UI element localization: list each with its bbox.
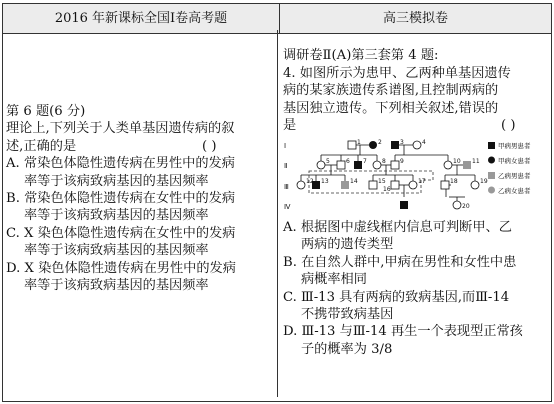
individual-male-affected bbox=[400, 201, 408, 209]
individual-female bbox=[409, 181, 417, 189]
individual-number: 12 bbox=[306, 178, 314, 185]
answer-paren: ( ) bbox=[501, 118, 516, 134]
individual-female bbox=[373, 161, 381, 169]
individual-male bbox=[391, 161, 399, 169]
gen-label: Ⅳ bbox=[284, 203, 291, 211]
legend-label: 甲病女患者 bbox=[498, 157, 531, 165]
option-a-line2: 两病的遗传类型 bbox=[301, 237, 394, 253]
gen-label: Ⅲ bbox=[284, 183, 289, 191]
option-b-line2: 率等于该病致病基因的基因频率 bbox=[24, 208, 209, 224]
left-question bbox=[6, 103, 270, 294]
individual-number: 17 bbox=[418, 178, 426, 185]
pedigree-legend bbox=[488, 141, 531, 195]
header-right: 高三模拟卷 bbox=[280, 4, 551, 34]
question-stem-line1: 理论上,下列关于人类单基因遗传病的叙 bbox=[6, 121, 235, 137]
option-c-line1: C. Ⅲ-13 具有两病的致病基因,而Ⅲ-14 bbox=[283, 289, 510, 305]
legend-male-jia-icon bbox=[488, 142, 495, 149]
individual-male-affected bbox=[354, 161, 362, 169]
option-a-line1: A. 根据图中虚线框内信息可判断甲、乙 bbox=[283, 220, 512, 235]
question-source: 调研卷Ⅱ(A)第三套第 4 题: bbox=[283, 48, 439, 63]
option-b-line2: 病概率相同 bbox=[301, 272, 367, 288]
individual-female bbox=[413, 141, 421, 149]
individual-male bbox=[337, 161, 345, 169]
individual-male bbox=[348, 141, 356, 149]
individual-number: 13 bbox=[321, 178, 329, 185]
individual-number: 15 bbox=[378, 178, 386, 185]
legend-female-jia-icon bbox=[488, 157, 495, 164]
individual-number: 16 bbox=[383, 186, 391, 193]
pedigree-chart bbox=[283, 137, 549, 219]
individual-number: 18 bbox=[450, 178, 458, 185]
individual-female bbox=[297, 181, 305, 189]
option-a-line2: 率等于该病致病基因的基因频率 bbox=[24, 173, 209, 189]
question-stem-line2 bbox=[6, 138, 270, 155]
stem-line2: 病的某家族遗传系谱图,且控制两病的 bbox=[283, 83, 499, 99]
individual-female bbox=[317, 161, 325, 169]
individual-number: 1 bbox=[357, 139, 361, 146]
right-options bbox=[283, 219, 549, 358]
individual-female bbox=[444, 161, 452, 169]
option-c-line1: C. X 染色体隐性遗传病在女性中的发病 bbox=[6, 225, 236, 241]
individual-number: 14 bbox=[350, 178, 358, 185]
option-a-line1: A. 常染色体隐性遗传病在男性中的发病 bbox=[6, 156, 235, 172]
individual-male-yi bbox=[341, 181, 349, 189]
gen-label: Ⅱ bbox=[284, 162, 288, 170]
stem-line1: 4. 如图所示为患甲、乙两种单基因遗传 bbox=[283, 65, 511, 81]
header-left: 2016 年新课标全国Ⅰ卷高考题 bbox=[3, 4, 280, 34]
individual-female bbox=[453, 201, 461, 209]
individual-number: 19 bbox=[480, 178, 488, 185]
individual-number: 8 bbox=[382, 158, 386, 165]
individual-number: 4 bbox=[422, 139, 426, 146]
individual-number: 3 bbox=[400, 139, 404, 146]
individual-female bbox=[471, 181, 479, 189]
individual-number: 10 bbox=[453, 158, 461, 165]
column-divider bbox=[277, 30, 278, 397]
individual-number: 20 bbox=[462, 203, 470, 210]
option-d-line2: 率等于该病致病基因的基因频率 bbox=[24, 278, 209, 294]
individual-male-yi bbox=[463, 161, 471, 169]
individual-male-affected bbox=[391, 141, 399, 149]
individual-female-affected bbox=[369, 141, 377, 149]
individual-number: 11 bbox=[472, 158, 480, 165]
option-b-line1: B. 在自然人群中,甲病在男性和女性中患 bbox=[283, 254, 517, 270]
option-c-line2: 不携带致病基因 bbox=[301, 307, 394, 323]
individual-male bbox=[391, 181, 399, 189]
question-number: 第 6 题(6 分) bbox=[6, 104, 86, 119]
option-b-line1: B. 常染色体隐性遗传病在女性中的发病 bbox=[6, 191, 236, 207]
right-question bbox=[283, 47, 549, 135]
option-d-line2: 子的概率为 3/8 bbox=[301, 341, 393, 357]
option-c-line2: 率等于该病致病基因的基因频率 bbox=[24, 243, 209, 259]
individual-male bbox=[369, 181, 377, 189]
individual-male bbox=[441, 181, 449, 189]
option-d-line1: D. X 染色体隐性遗传病在男性中的发病 bbox=[6, 260, 236, 276]
individual-number: 5 bbox=[326, 158, 330, 165]
individual-number: 9 bbox=[400, 158, 404, 165]
gen-label: Ⅰ bbox=[284, 142, 287, 150]
individual-number: 6 bbox=[346, 158, 350, 165]
stem-text: 述,正确的是 bbox=[6, 138, 77, 154]
legend-male-yi-icon bbox=[488, 172, 495, 179]
individual-number: 7 bbox=[363, 158, 367, 165]
legend-label: 甲病男患者 bbox=[498, 142, 531, 150]
legend-female-yi-icon bbox=[488, 187, 495, 194]
stem-line4 bbox=[283, 117, 549, 135]
option-d-line1: D. Ⅲ-13 与Ⅲ-14 再生一个表现型正常孩 bbox=[283, 324, 523, 340]
individual-number: 2 bbox=[378, 139, 382, 146]
stem-text: 是 bbox=[283, 118, 297, 134]
legend-label: 乙病女患者 bbox=[498, 187, 531, 195]
legend-label: 乙病男患者 bbox=[498, 172, 531, 180]
stem-line3: 基因独立遗传。下列相关叙述,错误的 bbox=[283, 100, 499, 116]
answer-paren: ( ) bbox=[202, 138, 217, 154]
